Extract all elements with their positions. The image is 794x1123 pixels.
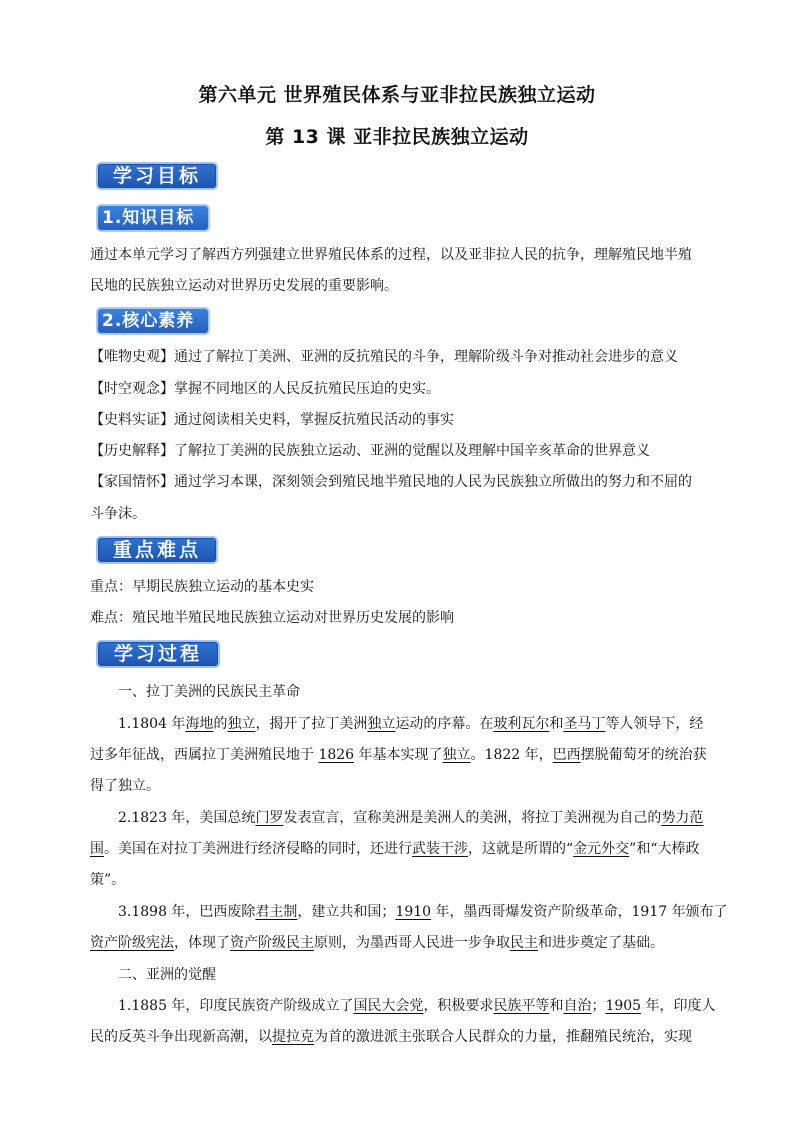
core-item: 【历史解释】了解拉丁美洲的民族独立运动、亚洲的觉醒以及理解中国辛亥革命的世界意义 [90, 443, 650, 459]
text-segment: 年，墨西哥爆发资产阶级革命，1917 年颁布了 [431, 904, 728, 920]
underlined-key-term: 独立 [227, 716, 256, 732]
text-segment: 为首的激进派主张联合人民群众的力量，推翻殖民统治，实现 [314, 1029, 692, 1045]
underlined-key-term: 君主制 [255, 904, 298, 920]
underlined-key-term: 1905 [605, 998, 642, 1014]
underlined-key-term: 提拉克 [272, 1029, 314, 1045]
text-segment: 和 [549, 998, 564, 1014]
underlined-key-term: 巴西 [552, 747, 581, 763]
text-segment: 年基本实现了 [354, 747, 443, 763]
text-segment: 民的反英斗争出现新高潮，以 [90, 1029, 272, 1045]
process-paragraph-1-cont [90, 745, 707, 765]
text-segment: 1.1804 年 [118, 716, 186, 732]
text-segment: ，建立共和国； [297, 904, 396, 920]
process-paragraph-4 [118, 996, 730, 1016]
process-paragraph-1 [118, 714, 730, 734]
underlined-key-term: 国民大会党 [353, 998, 424, 1014]
text-segment: 3.1898 年，巴西废除 [118, 904, 256, 920]
text-segment: 和进步奠定了基础。 [538, 935, 664, 951]
process-paragraph-2-end [90, 870, 702, 890]
core-item: 【时空观念】掌握不同地区的人民反抗殖民压迫的史实。 [90, 381, 440, 397]
text-segment: 发表宣言，宣称美洲是美洲人的美洲，将拉丁美洲视为自己的 [283, 810, 662, 826]
underlined-key-term: 资产阶级民主 [230, 935, 314, 951]
text-segment: 等人领导下，经 [605, 716, 704, 732]
knowledge-text-line: 通过本单元学习了解西方列强建立世界殖民体系的过程，以及亚非拉人民的抗争，理解殖民地半殖 [90, 247, 692, 263]
text-segment: ”和“大棒政 [629, 841, 700, 857]
section-header-process: 学习过程 [96, 640, 220, 668]
underlined-key-term: 海地 [185, 716, 214, 732]
text-segment: 2.1823 年，美国总统 [118, 810, 256, 826]
key-difficulty: 难点：殖民地半殖民地民族独立运动对世界历史发展的影响 [90, 610, 454, 626]
text-segment: ； [591, 998, 606, 1014]
key-focus: 重点：早期民族独立运动的基本史实 [90, 579, 314, 595]
subsection-header-knowledge: 1.知识目标 [96, 204, 210, 232]
process-heading-2: 二、亚洲的觉醒 [118, 967, 216, 983]
core-item: 【唯物史观】通过了解拉丁美洲、亚洲的反抗殖民的斗争，理解阶级斗争对推动社会进步的意义 [90, 349, 678, 365]
underlined-key-term: 独立 [367, 716, 396, 732]
text-segment: 策”。 [90, 872, 126, 888]
text-segment: ，体现了 [174, 935, 230, 951]
text-segment: 过多年征战，西属拉丁美洲殖民地于 [90, 747, 319, 763]
underlined-key-term: 金元外交 [573, 841, 630, 857]
process-paragraph-3-cont [90, 933, 702, 953]
underlined-key-term: 1826 [318, 747, 355, 763]
process-paragraph-3 [118, 902, 730, 922]
underlined-key-term: 自治 [563, 998, 592, 1014]
process-paragraph-2-cont [90, 839, 702, 859]
text-segment: ，积极要求 [423, 998, 494, 1014]
underlined-key-term: 玻利瓦尔 [493, 716, 550, 732]
core-item: 【家国情怀】通过学习本课，深刻领会到殖民地半殖民地的人民为民族独立所做出的努力和不屈的 [90, 474, 692, 490]
subsection-header-core: 2.核心素养 [96, 307, 210, 335]
section-header-goals: 学习目标 [96, 162, 218, 190]
underlined-key-term: 圣马丁 [563, 716, 606, 732]
text-segment: 原则，为墨西哥人民进一步争取 [314, 935, 510, 951]
text-segment: ，揭开了拉丁美洲 [255, 716, 368, 732]
underlined-key-term: 资产阶级宪法 [90, 935, 174, 951]
lesson-title: 第 13 课 亚非拉民族独立运动 [265, 126, 529, 148]
text-segment: 和 [549, 716, 564, 732]
text-segment: 得了独立。 [90, 778, 160, 794]
text-segment: 的 [213, 716, 228, 732]
text-segment: 。1822 年， [470, 747, 553, 763]
unit-title: 第六单元 世界殖民体系与亚非拉民族独立运动 [198, 84, 596, 106]
underlined-key-term: 民族平等 [493, 998, 550, 1014]
underlined-key-term: 1910 [395, 904, 432, 920]
text-segment: 运动的序幕。在 [395, 716, 494, 732]
process-paragraph-4-cont [90, 1027, 702, 1047]
underlined-key-term: 民主 [510, 935, 538, 951]
text-segment: ，这就是所谓的“ [468, 841, 574, 857]
underlined-key-term: 独立 [442, 747, 471, 763]
text-segment: 摆脱葡萄牙的统治获 [580, 747, 707, 763]
section-header-key-points: 重点难点 [96, 536, 218, 564]
process-paragraph-2 [118, 808, 730, 828]
process-paragraph-1-end [90, 776, 702, 796]
core-item: 斗争沫。 [90, 506, 146, 522]
process-heading-1: 一、拉丁美洲的民族民主革命 [118, 684, 300, 700]
underlined-key-term: 围 [90, 841, 104, 857]
underlined-key-term: 门罗 [255, 810, 284, 826]
core-item: 【史料实证】通过阅读相关史料，掌握反抗殖民活动的事实 [90, 412, 454, 428]
knowledge-text-line: 民地的民族独立运动对世界历史发展的重要影响。 [90, 278, 398, 294]
text-segment: 年，印度人 [641, 998, 716, 1014]
text-segment: 。美国在对拉丁美洲进行经济侵略的同时，还进行 [104, 841, 412, 857]
underlined-key-term: 势力范 [661, 810, 704, 826]
text-segment: 1.1885 年，印度民族资产阶级成立了 [118, 998, 354, 1014]
underlined-key-term: 武装干涉 [412, 841, 468, 857]
